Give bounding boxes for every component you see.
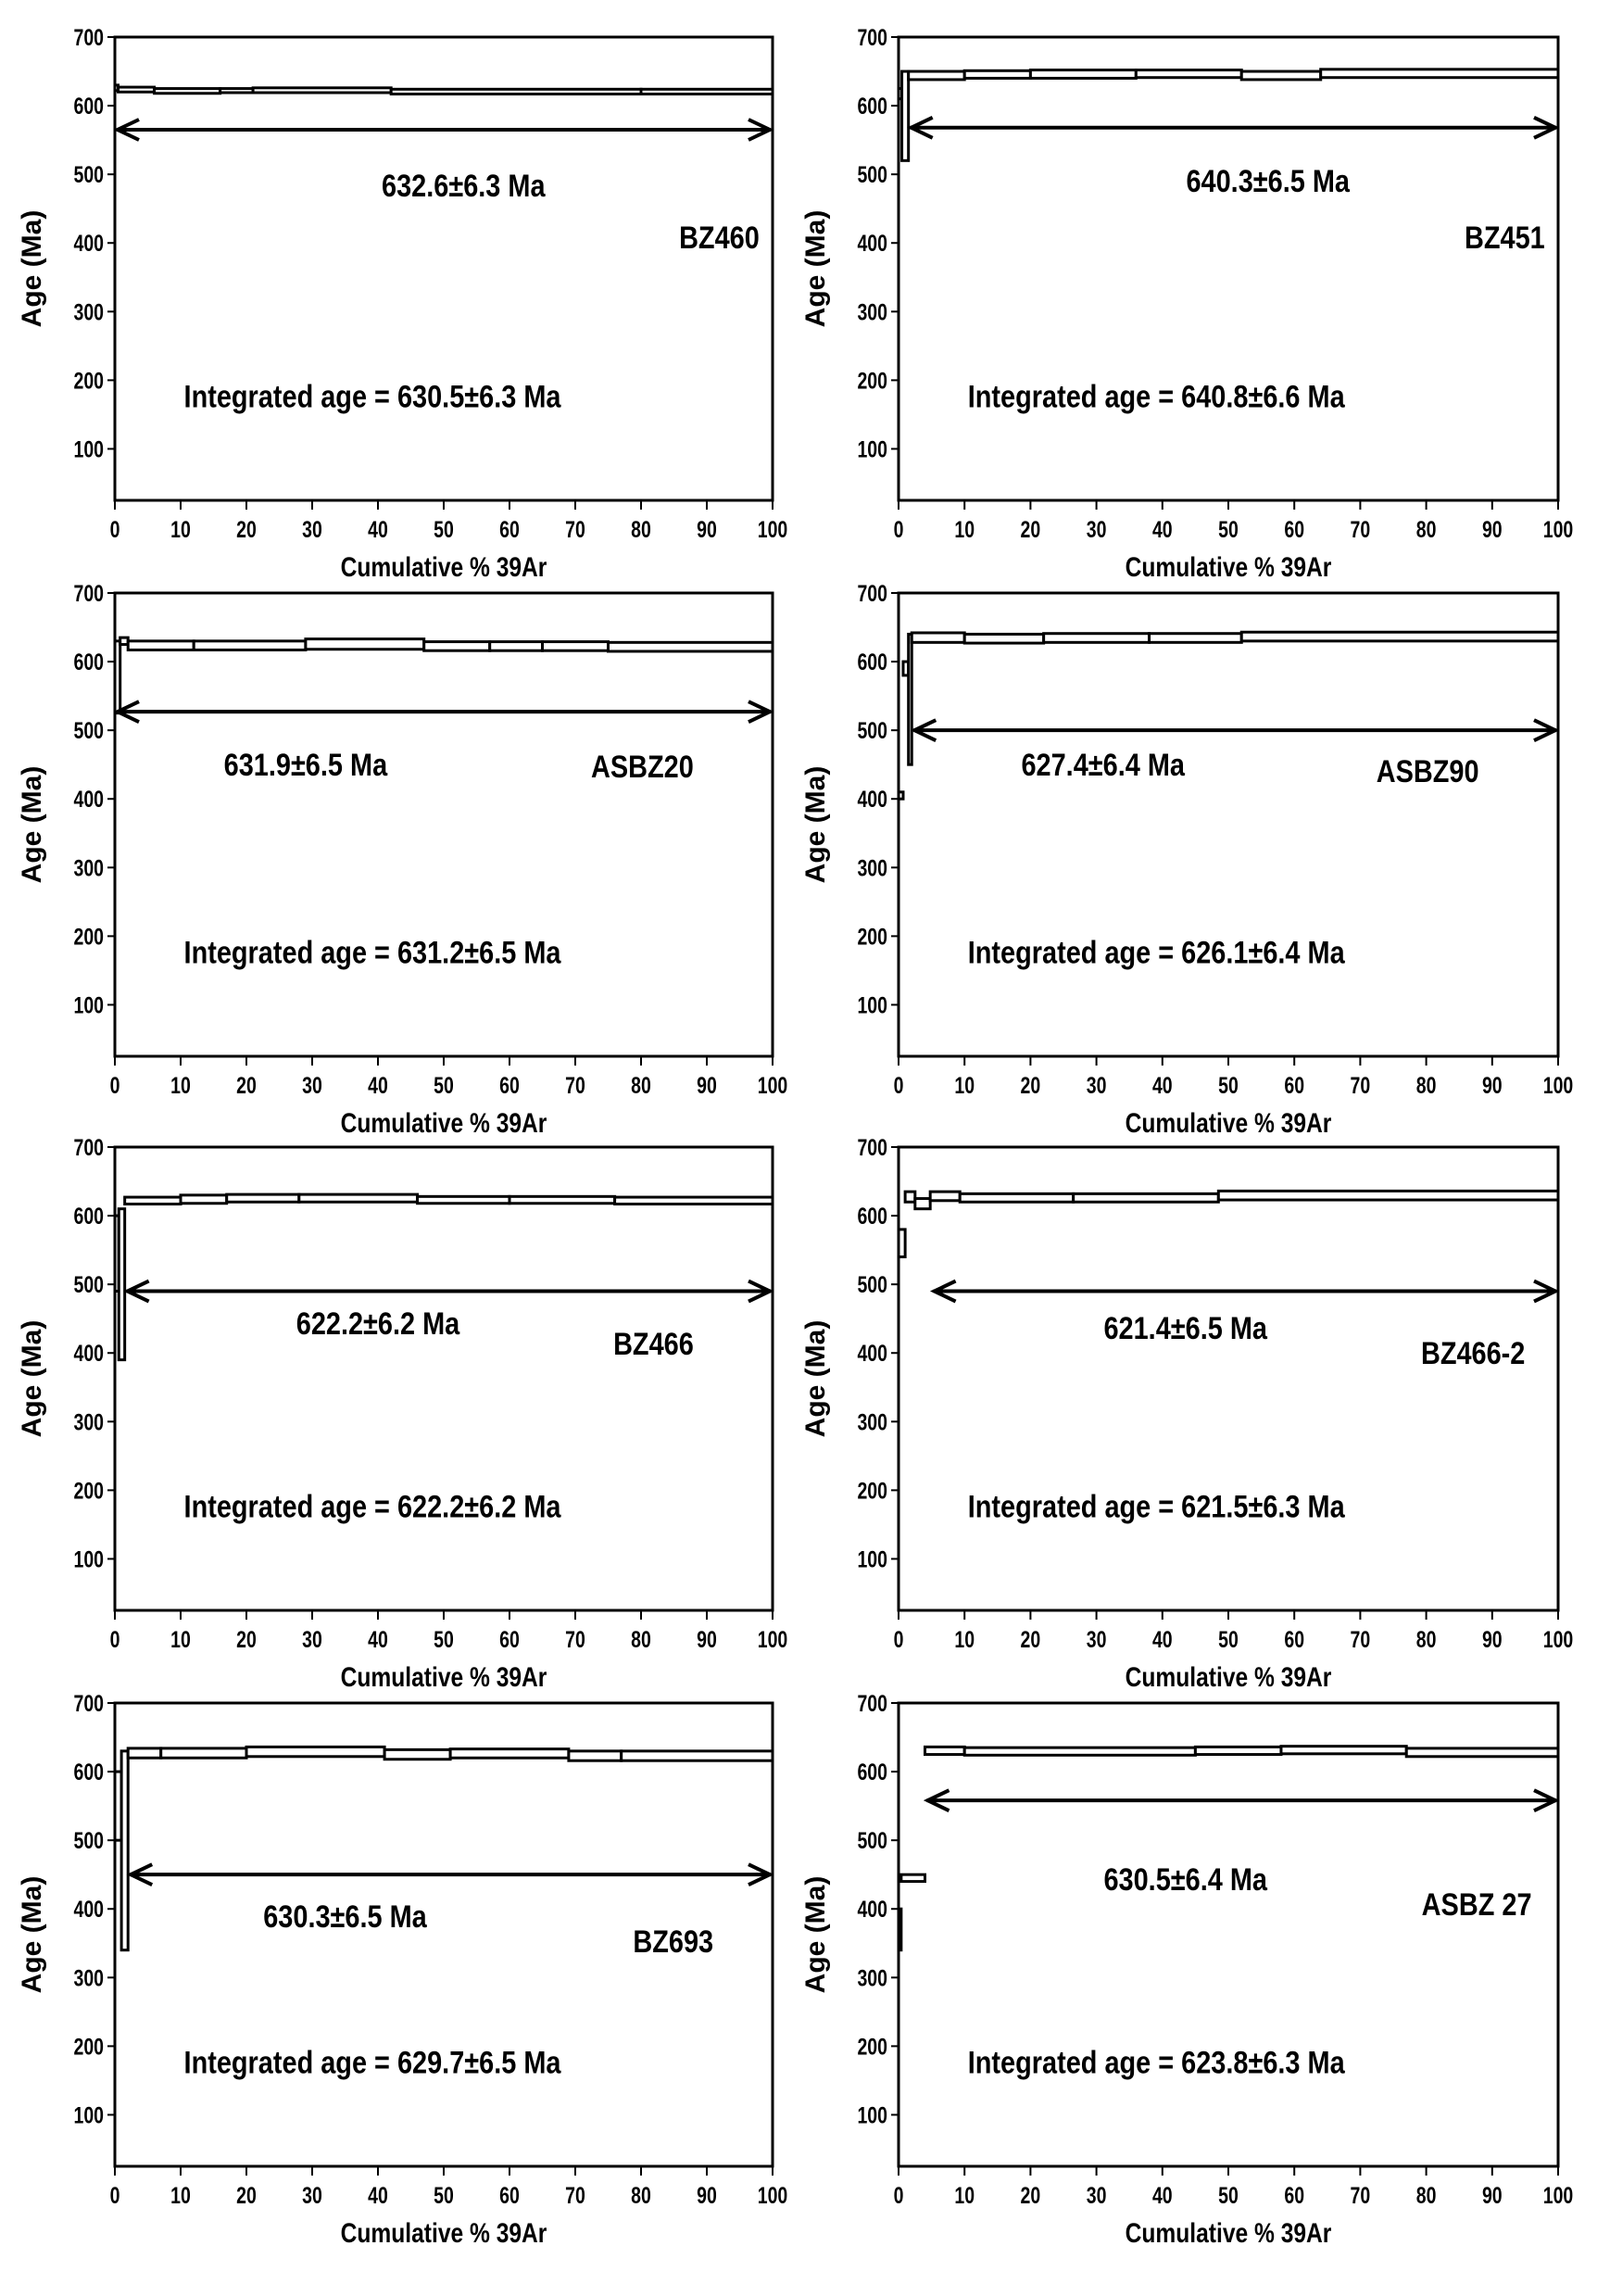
age-step-box — [450, 1749, 569, 1759]
x-tick-label: 70 — [1350, 1072, 1371, 1099]
x-tick-label: 20 — [1020, 2182, 1041, 2209]
x-axis-label: Cumulative % 39Ar — [1125, 1660, 1332, 1693]
x-tick-label: 10 — [170, 1072, 191, 1099]
age-step-box — [569, 1751, 622, 1760]
x-tick-label: 70 — [1350, 2182, 1371, 2209]
age-spectrum-panel-1 — [17, 25, 787, 583]
y-tick-label: 400 — [73, 1340, 104, 1367]
y-tick-label: 100 — [73, 992, 104, 1019]
y-tick-label: 200 — [73, 924, 104, 950]
x-tick-label: 70 — [565, 516, 585, 543]
y-tick-label: 700 — [857, 24, 887, 51]
y-tick-label: 600 — [857, 1203, 887, 1230]
x-tick-label: 20 — [236, 2182, 257, 2209]
y-tick-label: 300 — [73, 298, 104, 325]
x-tick-label: 10 — [954, 2182, 975, 2209]
age-step-box — [125, 1197, 181, 1204]
y-tick-label: 600 — [857, 1759, 887, 1785]
y-axis-label: Age (Ma) — [17, 1875, 47, 1994]
age-step-box — [194, 641, 306, 650]
sample-name-label: BZ466-2 — [1420, 1334, 1526, 1371]
y-axis-label: Age (Ma) — [800, 209, 831, 328]
x-tick-label: 30 — [302, 1072, 322, 1099]
age-step-box — [115, 641, 120, 713]
x-tick-label: 80 — [1415, 1626, 1437, 1653]
y-tick-label: 700 — [73, 580, 104, 607]
y-tick-label: 500 — [857, 1827, 887, 1854]
plot-frame — [899, 1703, 1558, 2166]
age-step-box — [253, 88, 391, 93]
y-tick-label: 600 — [857, 649, 887, 675]
age-step-box — [121, 1751, 128, 1950]
age-step-box — [615, 1197, 773, 1204]
x-tick-label: 60 — [499, 2182, 520, 2209]
x-tick-label: 80 — [631, 516, 651, 543]
age-step-box — [1241, 632, 1558, 641]
age-spectrum-panel-3 — [17, 581, 787, 1139]
age-step-box — [964, 1747, 1195, 1755]
y-tick-label: 500 — [73, 1827, 104, 1854]
plateau-age-label: 622.2±6.2 Ma — [296, 1305, 460, 1342]
sample-name-label: BZ460 — [679, 219, 760, 256]
x-tick-label: 80 — [1415, 2182, 1437, 2209]
y-tick-label: 500 — [73, 717, 104, 744]
x-tick-label: 40 — [1151, 1626, 1173, 1653]
y-tick-label: 200 — [857, 368, 887, 394]
x-tick-label: 0 — [109, 516, 120, 543]
y-tick-label: 500 — [857, 161, 887, 188]
x-tick-label: 100 — [757, 2182, 788, 2209]
integrated-age-label: Integrated age = 621.5±6.3 Ma — [967, 1488, 1345, 1525]
age-spectrum-panel-8 — [800, 1691, 1573, 2249]
x-tick-label: 90 — [697, 2182, 717, 2209]
sample-name-label: ASBZ 27 — [1421, 1886, 1532, 1923]
x-tick-label: 10 — [170, 516, 191, 543]
x-tick-label: 10 — [954, 1626, 975, 1653]
y-tick-label: 200 — [857, 2034, 887, 2060]
plateau-age-label: 631.9±6.5 Ma — [223, 746, 388, 783]
age-step-box — [246, 1747, 384, 1756]
x-tick-label: 50 — [1218, 2182, 1239, 2209]
y-tick-label: 300 — [73, 1964, 104, 1991]
y-tick-label: 700 — [73, 1690, 104, 1717]
age-step-box — [1136, 70, 1241, 78]
y-tick-label: 700 — [73, 24, 104, 51]
x-tick-label: 40 — [1151, 1072, 1173, 1099]
x-tick-label: 70 — [1350, 516, 1371, 543]
y-tick-label: 500 — [73, 1271, 104, 1298]
y-tick-label: 400 — [857, 1340, 887, 1367]
x-tick-label: 10 — [170, 1626, 191, 1653]
y-axis-label: Age (Ma) — [800, 1875, 831, 1994]
x-tick-label: 90 — [1481, 516, 1503, 543]
x-tick-label: 0 — [109, 1626, 120, 1653]
x-tick-label: 80 — [1415, 1072, 1437, 1099]
x-tick-label: 30 — [302, 2182, 322, 2209]
plateau-age-label: 630.3±6.5 Ma — [263, 1898, 427, 1935]
plateau-age-label: 632.6±6.3 Ma — [382, 167, 546, 204]
y-tick-label: 100 — [857, 1546, 887, 1573]
age-step-box — [964, 634, 1043, 643]
x-tick-label: 80 — [631, 2182, 651, 2209]
age-spectrum-panel-4 — [800, 581, 1573, 1139]
age-step-box — [220, 89, 254, 93]
y-tick-label: 600 — [73, 1759, 104, 1785]
x-tick-label: 100 — [757, 1626, 788, 1653]
x-tick-label: 90 — [1481, 1072, 1503, 1099]
integrated-age-label: Integrated age = 630.5±6.3 Ma — [183, 378, 561, 415]
age-step-box — [905, 1192, 915, 1202]
y-tick-label: 100 — [857, 436, 887, 463]
y-axis-label: Age (Ma) — [800, 1319, 831, 1438]
x-tick-label: 50 — [434, 2182, 454, 2209]
y-axis-label: Age (Ma) — [17, 1319, 47, 1438]
age-step-box — [1044, 634, 1150, 643]
x-tick-label: 30 — [1086, 1072, 1107, 1099]
x-tick-label: 0 — [893, 1072, 904, 1099]
x-tick-label: 30 — [302, 1626, 322, 1653]
x-tick-label: 60 — [499, 516, 520, 543]
sample-name-label: BZ451 — [1465, 219, 1545, 256]
x-tick-label: 0 — [109, 1072, 120, 1099]
x-tick-label: 20 — [236, 1072, 257, 1099]
age-step-box — [924, 1747, 964, 1754]
sample-name-label: BZ466 — [613, 1325, 694, 1362]
age-step-box — [909, 71, 965, 80]
y-tick-label: 200 — [857, 924, 887, 950]
x-tick-label: 40 — [368, 2182, 388, 2209]
x-tick-label: 80 — [631, 1072, 651, 1099]
x-tick-label: 50 — [1218, 1072, 1239, 1099]
plot-frame — [115, 1147, 773, 1610]
x-tick-label: 90 — [697, 516, 717, 543]
age-step-box — [306, 639, 424, 650]
x-tick-label: 60 — [499, 1626, 520, 1653]
y-tick-label: 700 — [857, 1134, 887, 1161]
age-step-box — [1150, 634, 1242, 643]
y-axis-label: Age (Ma) — [17, 765, 47, 884]
age-step-box — [1030, 70, 1136, 79]
age-spectrum-panel-7 — [17, 1691, 787, 2249]
x-tick-label: 20 — [236, 516, 257, 543]
age-step-box — [391, 89, 641, 94]
x-tick-label: 50 — [434, 1072, 454, 1099]
age-step-box — [490, 642, 543, 651]
age-step-box — [901, 1874, 925, 1881]
y-tick-label: 500 — [857, 1271, 887, 1298]
age-spectrum-panel-2 — [800, 25, 1573, 583]
y-tick-label: 400 — [73, 230, 104, 257]
y-tick-label: 400 — [73, 786, 104, 813]
x-tick-label: 20 — [1020, 1626, 1041, 1653]
y-tick-label: 300 — [73, 854, 104, 881]
x-tick-label: 100 — [1542, 516, 1574, 543]
age-spectrum-panel-5 — [17, 1135, 787, 1693]
age-step-box — [1281, 1747, 1406, 1754]
y-tick-label: 700 — [73, 1134, 104, 1161]
x-tick-label: 60 — [1284, 516, 1305, 543]
age-step-box — [509, 1196, 615, 1203]
x-tick-label: 30 — [1086, 516, 1107, 543]
x-tick-label: 80 — [631, 1626, 651, 1653]
x-axis-label: Cumulative % 39Ar — [340, 1106, 547, 1139]
age-step-box — [128, 1748, 161, 1758]
x-tick-label: 0 — [893, 2182, 904, 2209]
x-tick-label: 30 — [302, 516, 322, 543]
y-tick-label: 200 — [73, 2034, 104, 2060]
plateau-age-label: 627.4±6.4 Ma — [1021, 746, 1185, 783]
age-step-box — [299, 1194, 418, 1202]
age-step-box — [424, 642, 490, 651]
x-axis-label: Cumulative % 39Ar — [340, 1660, 547, 1693]
y-tick-label: 100 — [857, 992, 887, 1019]
age-step-box — [1195, 1747, 1281, 1754]
y-axis-label: Age (Ma) — [800, 765, 831, 884]
x-tick-label: 50 — [434, 1626, 454, 1653]
x-tick-label: 40 — [368, 1072, 388, 1099]
x-tick-label: 10 — [954, 516, 975, 543]
plot-frame — [899, 593, 1558, 1056]
age-step-box — [128, 641, 194, 650]
age-step-box — [1218, 1191, 1558, 1200]
age-step-box — [899, 792, 903, 799]
x-tick-label: 10 — [954, 1072, 975, 1099]
age-step-box — [119, 87, 155, 92]
age-step-box — [384, 1749, 450, 1759]
x-tick-label: 40 — [1151, 516, 1173, 543]
integrated-age-label: Integrated age = 629.7±6.5 Ma — [183, 2044, 561, 2081]
y-tick-label: 300 — [857, 1964, 887, 1991]
y-tick-label: 500 — [73, 161, 104, 188]
x-tick-label: 0 — [893, 1626, 904, 1653]
age-step-box — [964, 70, 1030, 78]
y-tick-label: 300 — [857, 854, 887, 881]
plateau-age-label: 640.3±6.5 Ma — [1186, 162, 1350, 199]
y-tick-label: 300 — [73, 1408, 104, 1435]
x-tick-label: 0 — [893, 516, 904, 543]
x-axis-label: Cumulative % 39Ar — [1125, 1106, 1332, 1139]
age-step-box — [909, 634, 912, 764]
y-tick-label: 600 — [73, 93, 104, 120]
y-tick-label: 300 — [857, 298, 887, 325]
x-axis-label: Cumulative % 39Ar — [340, 2216, 547, 2249]
x-tick-label: 30 — [1086, 2182, 1107, 2209]
x-tick-label: 100 — [1542, 2182, 1574, 2209]
x-tick-label: 50 — [1218, 1626, 1239, 1653]
x-tick-label: 70 — [565, 1626, 585, 1653]
y-tick-label: 500 — [857, 717, 887, 744]
x-tick-label: 50 — [434, 516, 454, 543]
age-step-box — [930, 1192, 960, 1201]
age-step-box — [119, 1209, 124, 1360]
age-step-box — [161, 1748, 246, 1758]
x-tick-label: 60 — [1284, 1072, 1305, 1099]
age-step-box — [899, 1909, 901, 1949]
age-step-box — [899, 1230, 905, 1257]
y-tick-label: 400 — [857, 1896, 887, 1923]
y-tick-label: 600 — [857, 93, 887, 120]
integrated-age-label: Integrated age = 626.1±6.4 Ma — [967, 934, 1345, 971]
x-axis-label: Cumulative % 39Ar — [340, 550, 547, 583]
y-tick-label: 300 — [857, 1408, 887, 1435]
x-tick-label: 100 — [757, 1072, 788, 1099]
x-tick-label: 80 — [1415, 516, 1437, 543]
y-tick-label: 700 — [857, 1690, 887, 1717]
x-tick-label: 70 — [565, 2182, 585, 2209]
age-step-box — [609, 642, 774, 651]
x-tick-label: 90 — [697, 1072, 717, 1099]
x-tick-label: 20 — [1020, 516, 1041, 543]
age-step-box — [1406, 1748, 1558, 1757]
age-step-box — [960, 1193, 1073, 1202]
sample-name-label: BZ693 — [633, 1923, 714, 1960]
y-tick-label: 100 — [73, 1546, 104, 1573]
x-tick-label: 40 — [368, 1626, 388, 1653]
x-tick-label: 10 — [170, 2182, 191, 2209]
x-tick-label: 90 — [1481, 2182, 1503, 2209]
age-step-box — [1321, 69, 1558, 78]
y-tick-label: 100 — [73, 436, 104, 463]
age-step-box — [1074, 1193, 1219, 1202]
x-tick-label: 60 — [499, 1072, 520, 1099]
x-tick-label: 60 — [1284, 2182, 1305, 2209]
y-tick-label: 100 — [73, 2102, 104, 2129]
y-axis-label: Age (Ma) — [17, 209, 47, 328]
integrated-age-label: Integrated age = 623.8±6.3 Ma — [967, 2044, 1345, 2081]
x-tick-label: 90 — [1481, 1626, 1503, 1653]
x-tick-label: 100 — [1542, 1626, 1574, 1653]
x-axis-label: Cumulative % 39Ar — [1125, 550, 1332, 583]
sample-name-label: ASBZ90 — [1376, 752, 1479, 789]
age-step-box — [181, 1195, 227, 1204]
y-tick-label: 200 — [73, 1478, 104, 1504]
age-step-box — [227, 1194, 299, 1202]
x-axis-label: Cumulative % 39Ar — [1125, 2216, 1332, 2249]
integrated-age-label: Integrated age = 640.8±6.6 Ma — [967, 378, 1345, 415]
y-tick-label: 100 — [857, 2102, 887, 2129]
x-tick-label: 90 — [697, 1626, 717, 1653]
y-tick-label: 700 — [857, 580, 887, 607]
x-tick-label: 100 — [1542, 1072, 1574, 1099]
plot-frame — [899, 37, 1558, 500]
x-tick-label: 0 — [109, 2182, 120, 2209]
age-step-box — [902, 71, 909, 160]
y-tick-label: 600 — [73, 1203, 104, 1230]
y-tick-label: 200 — [857, 1478, 887, 1504]
age-step-box — [543, 642, 609, 651]
x-tick-label: 30 — [1086, 1626, 1107, 1653]
x-tick-label: 100 — [757, 516, 788, 543]
plot-frame — [115, 37, 773, 500]
plot-frame — [899, 1147, 1558, 1610]
age-step-box — [915, 1199, 930, 1209]
y-tick-label: 400 — [857, 230, 887, 257]
y-tick-label: 200 — [73, 368, 104, 394]
x-tick-label: 40 — [368, 516, 388, 543]
age-step-box — [622, 1751, 773, 1760]
age-step-box — [155, 89, 220, 94]
integrated-age-label: Integrated age = 622.2±6.2 Ma — [183, 1488, 561, 1525]
x-tick-label: 20 — [1020, 1072, 1041, 1099]
y-tick-label: 600 — [73, 649, 104, 675]
x-tick-label: 50 — [1218, 516, 1239, 543]
age-step-box — [1241, 71, 1320, 80]
sample-name-label: ASBZ20 — [591, 748, 694, 785]
age-step-box — [641, 89, 773, 94]
integrated-age-label: Integrated age = 631.2±6.5 Ma — [183, 934, 561, 971]
plot-frame — [115, 593, 773, 1056]
y-tick-label: 400 — [73, 1896, 104, 1923]
x-tick-label: 40 — [1151, 2182, 1173, 2209]
x-tick-label: 70 — [565, 1072, 585, 1099]
plateau-age-label: 621.4±6.5 Ma — [1103, 1309, 1267, 1346]
y-tick-label: 400 — [857, 786, 887, 813]
age-spectrum-panel-6 — [800, 1135, 1573, 1693]
age-step-box — [418, 1196, 509, 1203]
x-tick-label: 20 — [236, 1626, 257, 1653]
age-step-box — [912, 633, 964, 642]
x-tick-label: 70 — [1350, 1626, 1371, 1653]
x-tick-label: 60 — [1284, 1626, 1305, 1653]
plateau-age-label: 630.5±6.4 Ma — [1103, 1861, 1267, 1898]
